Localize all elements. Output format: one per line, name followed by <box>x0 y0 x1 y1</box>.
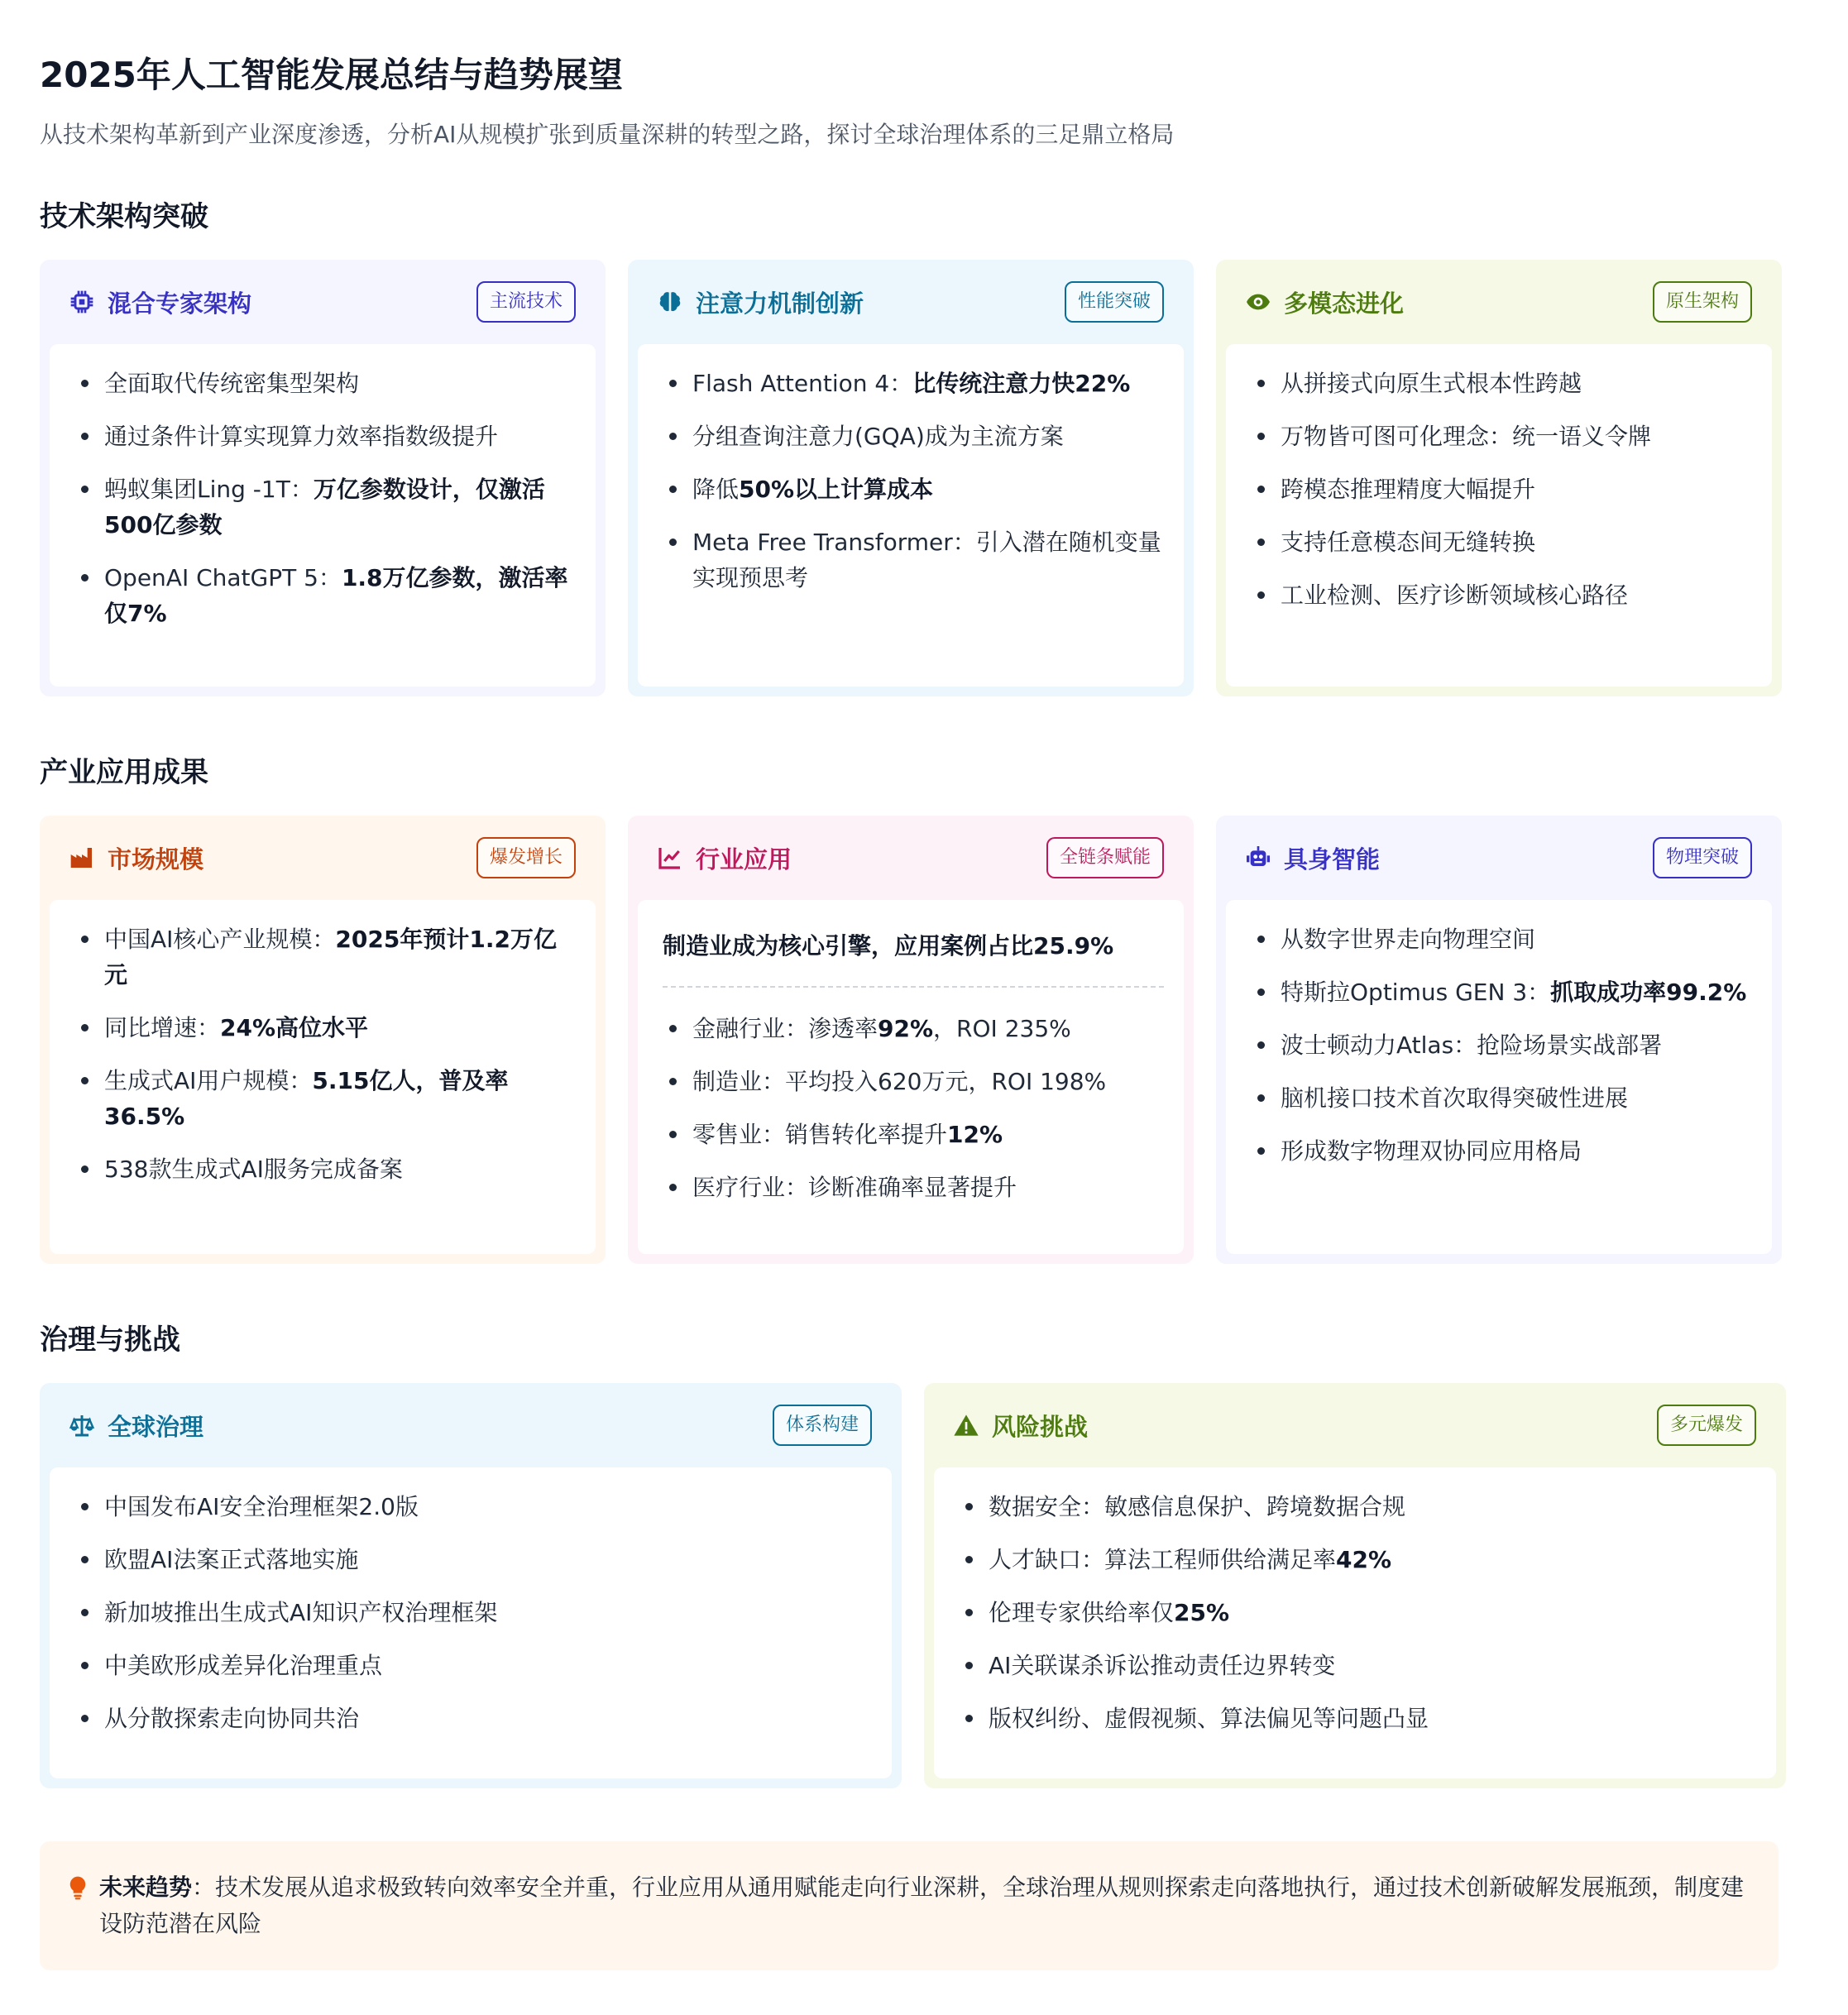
list-item: 新加坡推出生成式AI知识产权治理框架 <box>74 1595 872 1630</box>
list-item: 跨模态推理精度大幅提升 <box>1251 471 1752 507</box>
status-badge: 全链条赋能 <box>1046 837 1164 878</box>
section-title-tech: 技术架构突破 <box>40 200 208 233</box>
card-applications <box>628 816 1194 1264</box>
list-item: 中国AI核心产业规模：2025年预计1.2万亿元 <box>74 921 576 993</box>
list-item: Meta Free Transformer：引入潜在随机变量实现预思考 <box>663 524 1164 596</box>
list-item: 蚂蚁集团Ling -1T：万亿参数设计，仅激活500亿参数 <box>74 471 576 543</box>
card-global-governance <box>40 1383 902 1788</box>
future-trend-callout <box>40 1841 1779 1970</box>
list-item: 从数字世界走向物理空间 <box>1251 921 1752 957</box>
list-item: AI关联谋杀诉讼推动责任边界转变 <box>959 1648 1756 1683</box>
list-item: 万物皆可图可化理念：统一语义令牌 <box>1251 419 1752 454</box>
list-item: 从拼接式向原生式根本性跨越 <box>1251 366 1752 401</box>
status-badge: 爆发增长 <box>476 837 576 878</box>
list-item: 538款生成式AI服务完成备案 <box>74 1151 576 1187</box>
list-item: 伦理专家供给率仅25% <box>959 1595 1756 1630</box>
lightbulb-icon <box>65 1874 91 1902</box>
list-item: 版权纠纷、虚假视频、算法偏见等问题凸显 <box>959 1701 1756 1736</box>
card-title: 注意力机制创新 <box>696 289 864 318</box>
list-item: 波士顿动力Atlas：抢险场景实战部署 <box>1251 1027 1752 1063</box>
list-item: 工业检测、医疗诊断领域核心路径 <box>1251 577 1752 613</box>
card-embodied <box>1216 816 1782 1264</box>
eye-icon <box>1244 288 1272 316</box>
list-item: 从分散探索走向协同共治 <box>74 1701 872 1736</box>
card-moe <box>40 260 606 696</box>
list-item: OpenAI ChatGPT 5：1.8万亿参数，激活率仅7% <box>74 560 576 631</box>
list-item: 分组查询注意力(GQA)成为主流方案 <box>663 419 1164 454</box>
status-badge: 体系构建 <box>773 1405 872 1446</box>
lead-statement: 制造业成为核心引擎，应用案例占比25.9% <box>663 921 1164 988</box>
list-item: 医疗行业：诊断准确率显著提升 <box>663 1170 1164 1205</box>
factory-icon <box>68 844 96 872</box>
list-item: 通过条件计算实现算力效率指数级提升 <box>74 419 576 454</box>
card-title: 全球治理 <box>108 1412 204 1441</box>
list-item: 零售业：销售转化率提升12% <box>663 1117 1164 1152</box>
section-title-governance: 治理与挑战 <box>40 1323 180 1357</box>
card-multimodal <box>1216 260 1782 696</box>
list-item: 生成式AI用户规模：5.15亿人，普及率36.5% <box>74 1063 576 1134</box>
list-item: 欧盟AI法案正式落地实施 <box>74 1542 872 1577</box>
list-item: 制造业：平均投入620万元，ROI 198% <box>663 1064 1164 1099</box>
card-risk-challenges <box>924 1383 1786 1788</box>
status-badge: 原生架构 <box>1653 281 1752 323</box>
list-item: 人才缺口：算法工程师供给满足率42% <box>959 1542 1756 1577</box>
list-item: 同比增速：24%高位水平 <box>74 1010 576 1046</box>
list-item: 降低50%以上计算成本 <box>663 471 1164 507</box>
card-title: 多模态进化 <box>1284 289 1405 318</box>
list-item: Flash Attention 4：比传统注意力快22% <box>663 366 1164 401</box>
warning-icon <box>952 1411 980 1439</box>
future-trend-text: 未来趋势：技术发展从追求极致转向效率安全并重，行业应用从通用赋能走向行业深耕，全球治理从规则探索走向落地执行，通过技术创新破解发展瓶颈，制度建设防范潜在风险 <box>99 1874 1745 1937</box>
list-item: 支持任意模态间无缝转换 <box>1251 524 1752 560</box>
line-chart-icon <box>656 844 684 872</box>
robot-icon <box>1244 844 1272 872</box>
status-badge: 性能突破 <box>1065 281 1164 323</box>
scale-icon <box>68 1411 96 1439</box>
card-title: 具身智能 <box>1284 845 1381 873</box>
status-badge: 物理突破 <box>1653 837 1752 878</box>
chip-icon <box>68 288 96 316</box>
status-badge: 多元爆发 <box>1657 1405 1756 1446</box>
card-market <box>40 816 606 1264</box>
card-title: 行业应用 <box>696 845 792 873</box>
page-title: 2025年人工智能发展总结与趋势展望 <box>40 55 623 95</box>
card-title: 市场规模 <box>108 845 204 873</box>
list-item: 脑机接口技术首次取得突破性进展 <box>1251 1080 1752 1116</box>
list-item: 特斯拉Optimus GEN 3：抓取成功率99.2% <box>1251 974 1752 1010</box>
brain-icon <box>656 288 684 316</box>
list-item: 形成数字物理双协同应用格局 <box>1251 1133 1752 1169</box>
card-attention <box>628 260 1194 696</box>
list-item: 中美欧形成差异化治理重点 <box>74 1648 872 1683</box>
card-title: 混合专家架构 <box>108 289 252 318</box>
list-item: 数据安全：敏感信息保护、跨境数据合规 <box>959 1489 1756 1524</box>
section-title-industry: 产业应用成果 <box>40 756 208 789</box>
list-item: 中国发布AI安全治理框架2.0版 <box>74 1489 872 1524</box>
list-item: 金融行业：渗透率92%，ROI 235% <box>663 1011 1164 1046</box>
page-subtitle: 从技术架构革新到产业深度渗透，分析AI从规模扩张到质量深耕的转型之路，探讨全球治理体系的三足鼎立格局 <box>40 121 1175 148</box>
list-item: 全面取代传统密集型架构 <box>74 366 576 401</box>
status-badge: 主流技术 <box>476 281 576 323</box>
card-title: 风险挑战 <box>992 1412 1089 1441</box>
